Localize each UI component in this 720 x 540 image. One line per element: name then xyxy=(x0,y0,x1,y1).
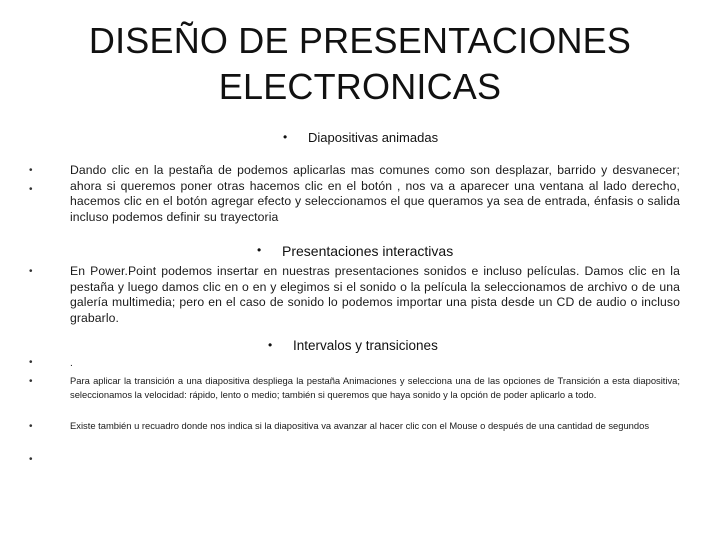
bullet-icon: • xyxy=(29,357,33,368)
bullet-icon: • xyxy=(29,421,33,432)
bullet-icon: • xyxy=(29,165,33,176)
title-line-2: ELECTRONICAS xyxy=(218,66,502,107)
bullet-icon: • xyxy=(29,454,33,465)
bullet-icon: • xyxy=(257,243,262,257)
bullet-icon: • xyxy=(29,184,33,195)
bullet-icon: • xyxy=(29,266,33,277)
bullet-icon: • xyxy=(283,130,288,144)
heading-text: Diapositivas animadas xyxy=(308,130,439,145)
title-line-1: DISEÑO DE PRESENTACIONES xyxy=(88,20,632,61)
heading-text: Presentaciones interactivas xyxy=(282,243,454,259)
heading-text: Intervalos y transiciones xyxy=(293,338,438,353)
empty-bullet-item: . xyxy=(70,358,73,369)
bullet-icon: • xyxy=(268,338,273,352)
paragraph-recuadro: Existe también u recuadro donde nos indica si la diapositiva va avanzar al hacer clic con el Mouse o después de una cantidad de segundos xyxy=(70,420,650,431)
slide-title xyxy=(80,18,640,110)
bullet-icon: • xyxy=(29,376,33,387)
paragraph-transicion: Para aplicar la transición a una diapositiva despliega la pestaña Animaciones y selecciona una de las opciones de Transición a esta diapositiva; seleccionamos la velocidad: rápido, lento o medio; también si queremos que haya sonido y la opción de poder aplicarlo a todo. xyxy=(70,375,680,400)
paragraph-interactivas: En Power.Point podemos insertar en nuestras presentaciones sonidos e incluso películas. Damos clic en la pestaña y luego damos clic en o en y elegimos si el sonido o la película la seleccionamos de archivo o de una galería multimedia; pero en el caso de sonido lo podemos importar una pista desde un CD de audio o incluso grabarlo. xyxy=(70,264,680,325)
paragraph-animaciones: Dando clic en la pestaña de podemos aplicarlas mas comunes como son desplazar, barrido y desvanecer; ahora si queremos poner otras hacemos clic en el botón , nos va a aparecer una ventana al lado derecho, hacemos clic en el botón agregar efecto y seleccionamos el que queramos ya sea de entrada, énfasis o salida incluso podemos definir su trayectoria xyxy=(70,163,680,224)
